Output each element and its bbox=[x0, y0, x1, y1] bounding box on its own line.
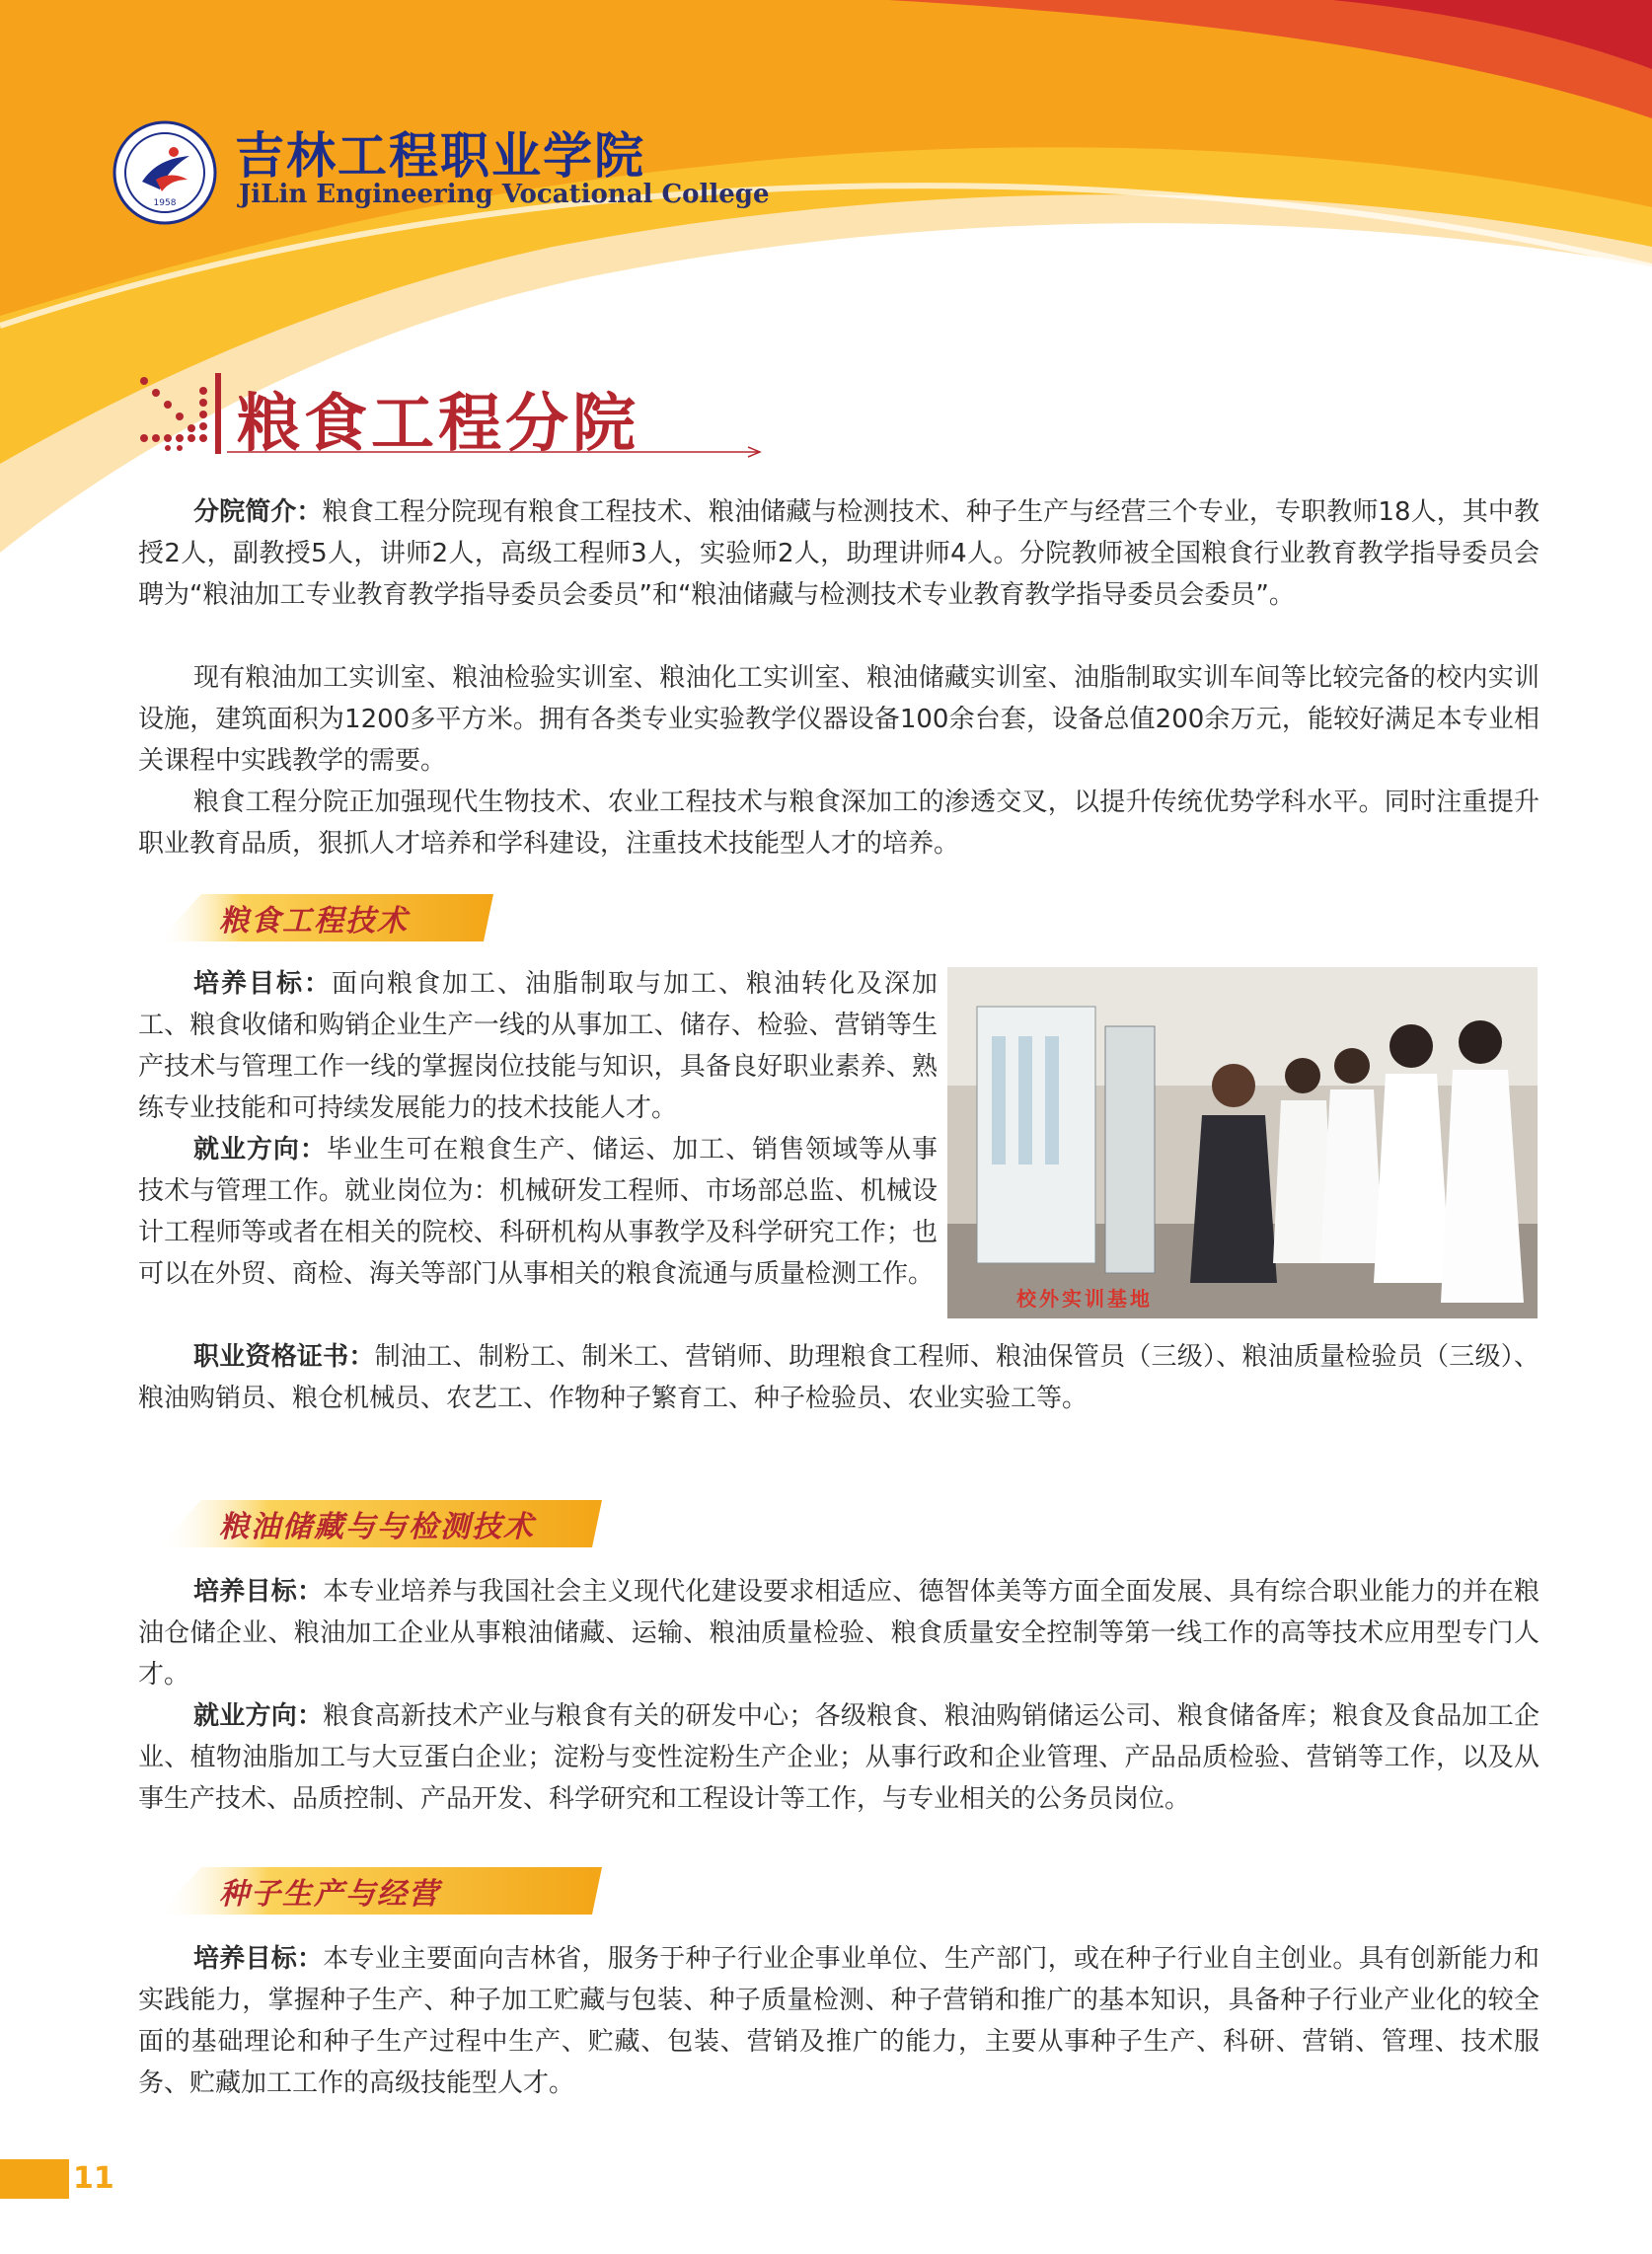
goal-text: 本专业培养与我国社会主义现代化建设要求相适应、德智体美等方面全面发展、具有综合职业能力的并在粮油仓储企业、粮油加工企业从事粮油储藏、运输、粮油质量检验、粮食质量安全控制等第一线工作的高等技术应用型专门人才。 bbox=[138, 1577, 1539, 1690]
college-name-en: JiLin Engineering Vocational College bbox=[239, 180, 770, 209]
goal-lead: 培养目标： bbox=[193, 1577, 324, 1607]
photo-caption: 校外实训基地 bbox=[1016, 1287, 1153, 1311]
cert-text: 制油工、制粉工、制米工、营销师、助理粮食工程师、粮油保管员（三级）、粮油质量检验员（三级）、粮油购销员、粮仓机械员、农艺工、作物种子繁育工、种子检验员、农业实验工等。 bbox=[138, 1342, 1539, 1413]
dotted-arrow-icon bbox=[136, 373, 225, 454]
lab-scene-image bbox=[947, 967, 1538, 1318]
college-name-cn: 吉林工程职业学院 bbox=[235, 127, 645, 185]
goal-text: 面向粮食加工、油脂制取与加工、粮油转化及深加工、粮食收储和购销企业生产一线的从事加工、储存、检验、营销等生产技术与管理工作一线的掌握岗位技能与知识，具备良好职业素养、熟练专业技能和可持续发展能力的技术技能人才。 bbox=[138, 969, 938, 1123]
intro-paragraph-1 bbox=[138, 491, 1539, 616]
section-banner-grain-engineering bbox=[148, 888, 602, 947]
intro-paragraph-3: 粮食工程分院正加强现代生物技术、农业工程技术与粮食深加工的渗透交叉，以提升传统优势学科水平。同时注重提升职业教育品质，狠抓人才培养和学科建设，注重技术技能型人才的培养。 bbox=[138, 788, 1539, 859]
cert-lead: 职业资格证书： bbox=[193, 1342, 375, 1372]
college-seal-logo-icon bbox=[113, 120, 217, 225]
intro-paragraph-2: 现有粮油加工实训室、粮油检验实训室、粮油化工实训室、粮油储藏实训室、油脂制取实训车间等比较完备的校内实训设施，建筑面积为1200多平方米。拥有各类专业实验教学仪器设备100余台套，设备总值200余万元，能较好满足本专业相关课程中实践教学的需要。 bbox=[138, 663, 1539, 776]
job-text: 毕业生可在粮食生产、储运、加工、销售领域等从事技术与管理工作。就业岗位为：机械研发工程师、市场部总监、机械设计工程师等或者在相关的院校、科研机构从事教学及科学研究工作；也可以在外贸、商检、海关等部门从事相关的粮食流通与质量检测工作。 bbox=[138, 1135, 938, 1289]
page-number: 11 bbox=[73, 2161, 114, 2196]
section-banner-grain-storage bbox=[148, 1494, 602, 1553]
section-title: 粮食工程技术 bbox=[219, 904, 409, 939]
sec2-job bbox=[138, 1695, 1539, 1820]
section-title: 粮油储藏与与检测技术 bbox=[219, 1510, 535, 1544]
section-title: 种子生产与经营 bbox=[219, 1877, 440, 1912]
sec2-goal bbox=[138, 1571, 1539, 1695]
sec1-job bbox=[138, 1129, 938, 1295]
sec1-cert bbox=[138, 1336, 1539, 1419]
department-title: 粮食工程分院 bbox=[237, 388, 639, 461]
job-lead: 就业方向： bbox=[193, 1701, 324, 1731]
title-underline-arrow bbox=[227, 446, 770, 458]
sec1-goal bbox=[138, 963, 938, 1129]
svg-text:1958: 1958 bbox=[153, 198, 177, 208]
sec3-goal bbox=[138, 1938, 1539, 2104]
intro-text: 粮食工程分院现有粮食工程技术、粮油储藏与检测技术、种子生产与经营三个专业，专职教师18人，其中教授2人，副教授5人，讲师2人，高级工程师3人，实验师2人，助理讲师4人。分院教师被全国粮食行业教育教学指导委员会聘为“粮油加工专业教育教学指导委员会委员”和“粮油储藏与检测技术专业教育教学指导委员会委员”。 bbox=[138, 497, 1539, 610]
goal-text: 本专业主要面向吉林省，服务于种子行业企事业单位、生产部门，或在种子行业自主创业。具有创新能力和实践能力，掌握种子生产、种子加工贮藏与包装、种子质量检测、种子营销和推广的基本知识，具备种子行业产业化的较全面的基础理论和种子生产过程中生产、贮藏、包装、营销及推广的能力，主要从事种子生产、科研、营销、管理、技术服务、贮藏加工工作的高级技能型人才。 bbox=[138, 1944, 1539, 2098]
goal-lead: 培养目标： bbox=[193, 1944, 324, 1974]
goal-lead: 培养目标： bbox=[193, 969, 332, 999]
job-text: 粮食高新技术产业与粮食有关的研发中心；各级粮食、粮油购销储运公司、粮食储备库；粮食及食品加工企业、植物油脂加工与大豆蛋白企业；淀粉与变性淀粉生产企业；从事行政和企业管理、产品品质检验、营销等工作，以及从事生产技术、品质控制、产品开发、科学研究和工程设计等工作，与专业相关的公务员岗位。 bbox=[138, 1701, 1539, 1814]
page-number-tab bbox=[0, 2159, 69, 2199]
job-lead: 就业方向： bbox=[193, 1135, 327, 1165]
intro-lead: 分院简介： bbox=[193, 497, 323, 527]
training-base-photo bbox=[947, 967, 1538, 1318]
section-banner-seed-production bbox=[148, 1861, 602, 1920]
